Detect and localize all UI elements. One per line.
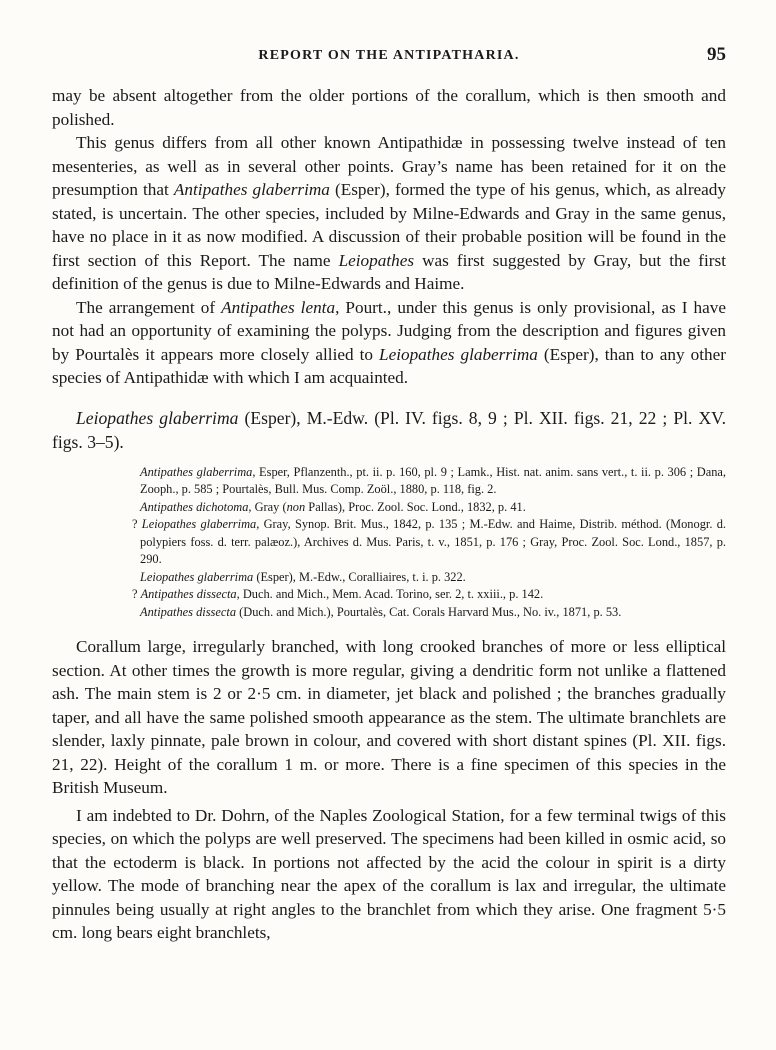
synonym-name: Leiopathes glaberrima (140, 569, 254, 584)
synonym-name: Leiopathes glaberrima (141, 517, 257, 531)
synonymy-entry (140, 464, 726, 499)
query-mark: ? (132, 587, 141, 601)
paragraph-genus-differs (52, 131, 726, 296)
species-name: Leiopathes glaberrima (379, 344, 538, 364)
synonymy-entry (132, 586, 726, 604)
citation: Pallas), Proc. Zool. Soc. Lond., 1832, p. 41. (305, 499, 526, 514)
text-run: (Esper), M.-Edw. (Pl. IV. figs. 8, 9 ; Pl. XII. figs. 21, 22 ; Pl. XV. figs. 3–5). (52, 407, 726, 452)
synonym-name: Antipathes glaberrima (140, 464, 253, 479)
synonym-name: Antipathes dichotoma (140, 499, 249, 514)
paragraph-arrangement (52, 296, 726, 390)
running-title: REPORT ON THE ANTIPATHARIA. (258, 48, 520, 63)
paragraph-dohrn: I am indebted to Dr. Dohrn, of the Naples Zoological Station, for a few terminal twigs of this species, on which the polyps are well preserved. The specimens had been killed in osmic acid, so that the ectoderm is black. In portions not affected by the acid the colour in spirit is a dirty yellow. The mode of branching near the apex of the corallum is lax and irregular, the ultimate pinnules being usually at right angles to the branchlet from which they arise. One fragment 5·5 cm. long bears eight branchlets, (52, 805, 726, 942)
citation: , Gray ( (248, 499, 287, 514)
citation: , Esper, Pflanzenth., pt. ii. p. 160, pl. 9 ; Lamk., Hist. nat. anim. sans vert., t. ii. p. 306 ; Dana, Zooph., p. 585 ; Pourtalès, Bull. Mus. Comp. Zoöl., 1880, p. 118, fig. 2. (140, 464, 726, 496)
paragraph-corallum: Corallum large, irregularly branched, with long crooked branches of more or less elliptical section. At other times the growth is more regular, giving a dendritic form not unlike a flattened ash. The main stem is 2 or 2·5 cm. in diameter, jet black and polished ; the branches gradually taper, and all have the same polished smooth appearance as the stem. The ultimate branchlets are slender, laxly pinnate, pale brown in colour, and covered with short distant spines (Pl. XII. figs. 21, 22). Height of the corallum 1 m. or more. There is a fine specimen of this species in the British Museum. (52, 637, 726, 797)
citation: , Duch. and Mich., Mem. Acad. Torino, ser. 2, t. xxiii., p. 142. (236, 587, 544, 601)
synonymy-entry (140, 569, 726, 587)
species-heading (52, 406, 726, 454)
text-run: (Esper), than to any other species of Antipathidæ with which I am acquainted. (52, 344, 726, 387)
text-run: (Esper), formed the type of his genus, which, as already stated, is uncertain. The other species, included by Milne-Edwards and Gray in the same genus, have no place in it as now modified. A discussion of their probable position will be found in the first section of this Report. The name (52, 180, 726, 270)
page-number: 95 (707, 44, 726, 65)
running-header (52, 44, 726, 68)
synonym-name: Antipathes dissecta (140, 587, 237, 601)
citation: (Esper), M.-Edw., Coralliaires, t. i. p. 322. (253, 569, 466, 584)
main-text (52, 84, 726, 945)
citation: (Duch. and Mich.), Pourtalès, Cat. Corals Harvard Mus., No. iv., 1871, p. 53. (236, 604, 622, 619)
query-mark: ? (132, 517, 142, 531)
synonymy-entry (140, 604, 726, 622)
synonym-name: Antipathes dissecta (140, 604, 237, 619)
text-run: The arrangement of (76, 297, 222, 317)
text-run: was first suggested by Gray, but the first definition of the genus is due to Milne-Edwards and Haime. (52, 250, 726, 293)
citation: , Gray, Synop. Brit. Mus., 1842, p. 135 ; M.-Edw. and Haime, Distrib. méthod. (Monogr. d. polypiers foss. d. terr. palæoz.), Archives d. Mus. Paris, t. v., 1851, p. 176 ; Gray, Proc. Zool. Soc. Lond., 1857, p. 290. (140, 517, 726, 566)
species-name: Antipathes lenta (221, 297, 336, 317)
text-run: , Pourt., under this genus is only provisional, as I have not had an opportunity of examining the polyps. Judging from the description and figures given by Pourtalès it appears more closely allied to (52, 297, 726, 364)
genus-name: Leiopathes (338, 250, 415, 270)
species-name: Antipathes glaberrima (173, 180, 330, 199)
paragraph-continued: may be absent altogether from the older portions of the corallum, which is then smooth and polished. (52, 86, 726, 129)
citation-italic: non (286, 499, 306, 514)
species-name: Leiopathes glaberrima (76, 407, 239, 428)
synonymy-entry (132, 516, 726, 569)
synonymy-list (132, 464, 726, 622)
text-run: This genus differs from all other known Antipathidæ in possessing twelve instead of ten mesenteries, as well as in several other points. Gray’s name has been retained for it on the presumption that (52, 133, 726, 199)
synonymy-entry (140, 499, 726, 517)
